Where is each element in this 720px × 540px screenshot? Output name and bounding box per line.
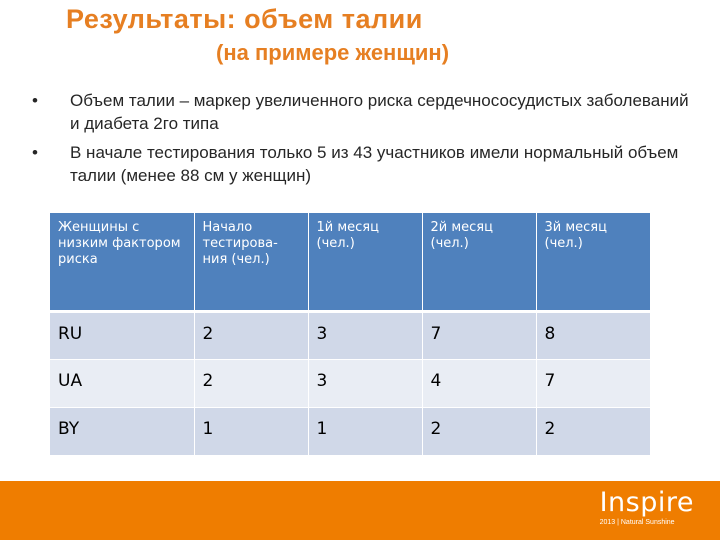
bullet-text: Объем талии – маркер увеличенного риска сердечнососудистых заболеваний и диабета 2го типа bbox=[70, 91, 689, 133]
table-cell: 8 bbox=[536, 311, 650, 359]
header-start: Начало тестирова-ния (чел.) bbox=[194, 213, 308, 311]
header-month-3: 3й месяц (чел.) bbox=[536, 213, 650, 311]
bullet-icon: • bbox=[32, 91, 38, 110]
table-cell: 2 bbox=[536, 407, 650, 455]
header-month-1: 1й месяц (чел.) bbox=[308, 213, 422, 311]
table-header-row bbox=[50, 213, 650, 311]
table-cell: 2 bbox=[422, 407, 536, 455]
bullet-item bbox=[32, 89, 692, 135]
footer-bar bbox=[0, 481, 720, 540]
bullet-item bbox=[32, 141, 692, 187]
header-risk-group: Женщины с низким фактором риска bbox=[50, 213, 194, 311]
table-cell: UA bbox=[50, 359, 194, 407]
table-cell: 1 bbox=[194, 407, 308, 455]
logo-word: Inspire bbox=[599, 487, 694, 518]
table-row bbox=[50, 359, 650, 407]
inspire-logo bbox=[600, 488, 694, 527]
table-cell: 1 bbox=[308, 407, 422, 455]
slide-title: Результаты: объем талии bbox=[66, 4, 423, 34]
logo-tagline: 2013 | Natural Sunshine bbox=[599, 519, 675, 526]
table-cell: 7 bbox=[536, 359, 650, 407]
table-cell: BY bbox=[50, 407, 194, 455]
header-month-2: 2й месяц (чел.) bbox=[422, 213, 536, 311]
table-cell: RU bbox=[50, 311, 194, 359]
bullet-list bbox=[32, 89, 692, 193]
results-table bbox=[50, 213, 650, 456]
table-cell: 2 bbox=[194, 359, 308, 407]
table-row bbox=[50, 407, 650, 455]
table-row bbox=[50, 311, 650, 359]
table-cell: 3 bbox=[308, 359, 422, 407]
bullet-text: В начале тестирования только 5 из 43 участников имели нормальный объем талии (менее 88 см у женщин) bbox=[70, 143, 679, 185]
table-cell: 7 bbox=[422, 311, 536, 359]
table-cell: 2 bbox=[194, 311, 308, 359]
table-cell: 4 bbox=[422, 359, 536, 407]
table-cell: 3 bbox=[308, 311, 422, 359]
bullet-icon: • bbox=[32, 143, 38, 162]
slide-subtitle: (на примере женщин) bbox=[216, 40, 450, 65]
